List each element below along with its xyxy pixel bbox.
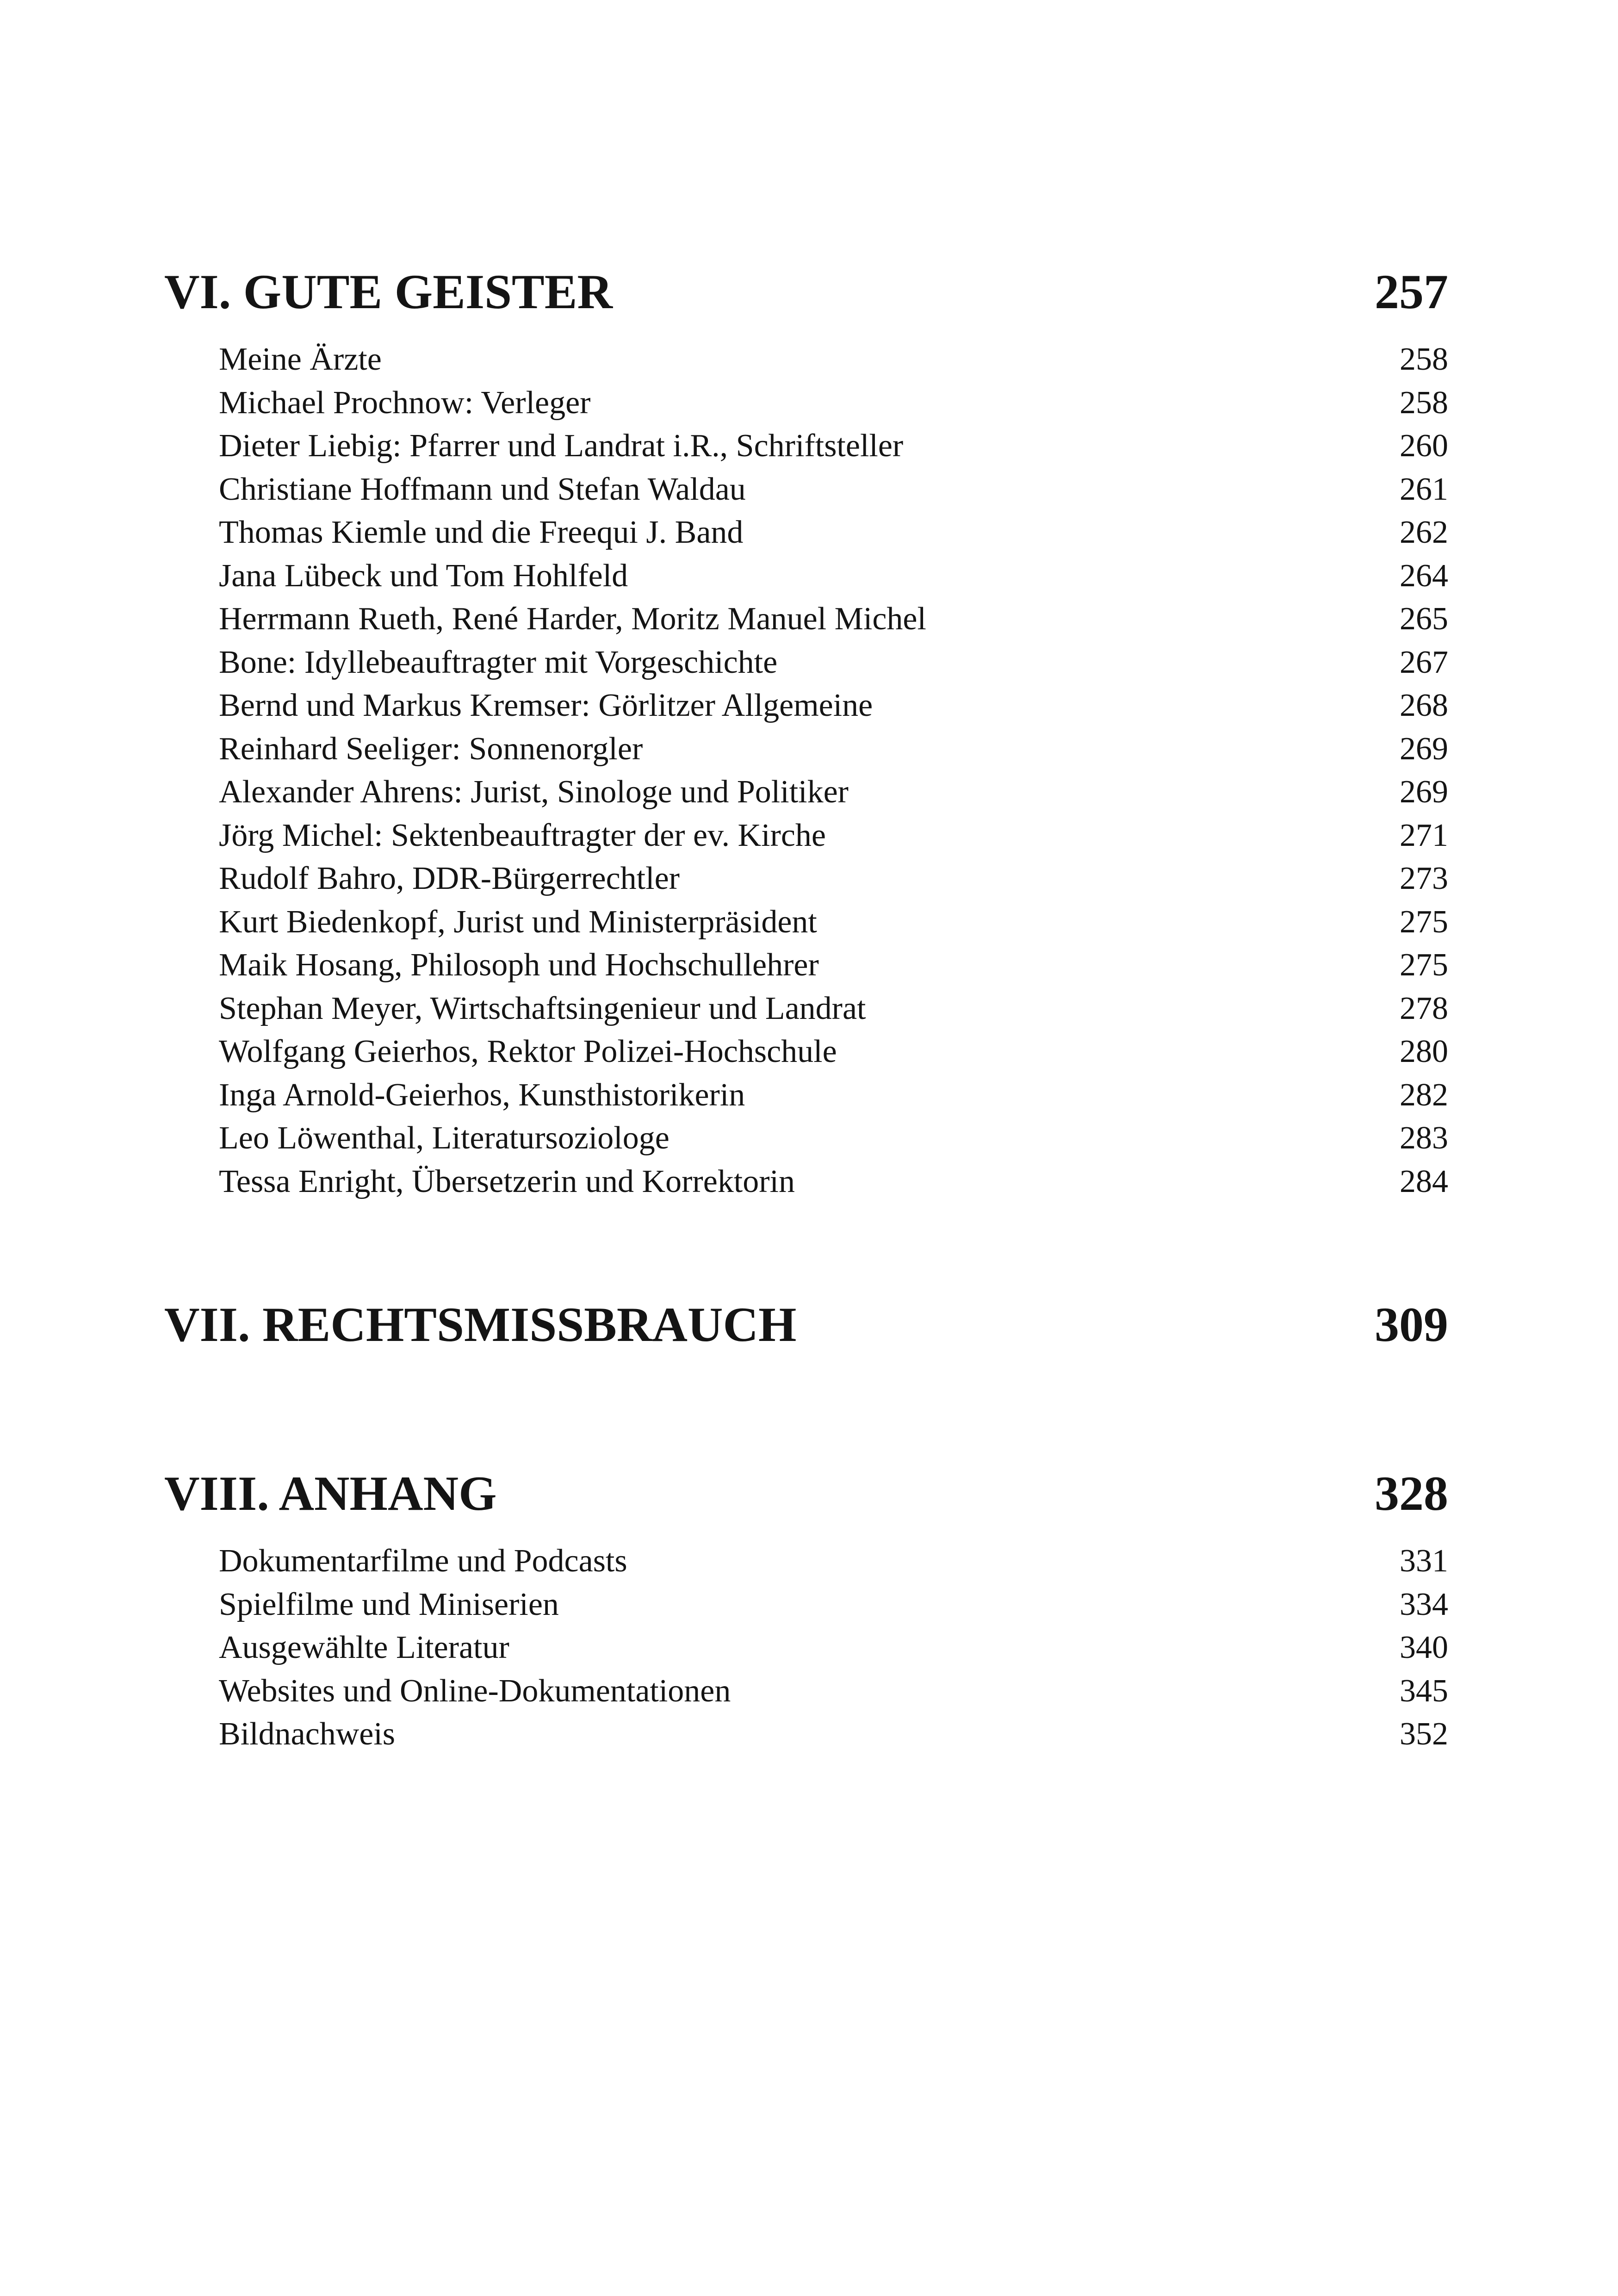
entry-title: Dokumentarfilme und Podcasts (219, 1543, 627, 1579)
entry-page-number: 278 (1400, 990, 1448, 1026)
entry-title: Bildnachweis (219, 1716, 396, 1752)
section-title: VIII. ANHANG (164, 1466, 497, 1520)
entry-title: Bernd und Markus Kremser: Görlitzer Allgemeine (219, 688, 873, 723)
toc-entry (219, 338, 1448, 381)
entry-page-number: 352 (1400, 1716, 1448, 1752)
toc-entry (219, 943, 1448, 987)
entry-list (164, 338, 1448, 1203)
toc-entry (219, 554, 1448, 598)
entry-title: Ausgewählte Literatur (219, 1630, 509, 1665)
toc-section (164, 1459, 1448, 1756)
entry-title: Dieter Liebig: Pfarrer und Landrat i.R., Schriftsteller (219, 428, 904, 464)
section-page-number: 257 (1375, 265, 1448, 319)
toc-entry (219, 1669, 1448, 1713)
toc-entry (219, 900, 1448, 944)
section-page-number: 328 (1375, 1466, 1448, 1520)
entry-page-number: 269 (1400, 774, 1448, 810)
toc-entry (219, 1160, 1448, 1204)
toc-entry (219, 424, 1448, 468)
toc-entry (219, 511, 1448, 554)
toc-entry (219, 727, 1448, 771)
entry-title: Kurt Biedenkopf, Jurist und Ministerpräsident (219, 904, 817, 940)
section-heading (164, 1459, 1448, 1528)
toc-entry (219, 381, 1448, 425)
entry-title: Inga Arnold-Geierhos, Kunsthistorikerin (219, 1077, 745, 1113)
entry-page-number: 283 (1400, 1120, 1448, 1156)
toc-section (164, 1290, 1448, 1359)
toc-entry (219, 1030, 1448, 1074)
entry-page-number: 275 (1400, 947, 1448, 983)
entry-page-number: 271 (1400, 817, 1448, 853)
entry-page-number: 265 (1400, 601, 1448, 637)
section-title: VII. RECHTSMISSBRAUCH (164, 1297, 797, 1352)
entry-title: Wolfgang Geierhos, Rektor Polizei-Hochschule (219, 1034, 837, 1069)
entry-title: Thomas Kiemle und die Freequi J. Band (219, 515, 744, 550)
toc-entry (219, 468, 1448, 511)
entry-page-number: 260 (1400, 428, 1448, 464)
section-page-number: 309 (1375, 1297, 1448, 1352)
entry-page-number: 280 (1400, 1034, 1448, 1069)
entry-title: Meine Ärzte (219, 341, 382, 377)
entry-page-number: 258 (1400, 385, 1448, 421)
entry-page-number: 340 (1400, 1630, 1448, 1665)
toc-entry (219, 1583, 1448, 1626)
entry-title: Stephan Meyer, Wirtschaftsingenieur und Landrat (219, 990, 866, 1026)
toc-entry (219, 597, 1448, 641)
entry-page-number: 258 (1400, 341, 1448, 377)
entry-title: Michael Prochnow: Verleger (219, 385, 591, 421)
entry-page-number: 331 (1400, 1543, 1448, 1579)
entry-page-number: 269 (1400, 731, 1448, 767)
entry-title: Jörg Michel: Sektenbeauftragter der ev. Kirche (219, 817, 826, 853)
entry-page-number: 275 (1400, 904, 1448, 940)
section-heading (164, 1290, 1448, 1359)
entry-page-number: 282 (1400, 1077, 1448, 1113)
toc-section (164, 257, 1448, 1203)
toc-entry (219, 1117, 1448, 1160)
entry-title: Herrmann Rueth, René Harder, Moritz Manuel Michel (219, 601, 926, 637)
toc-entry (219, 987, 1448, 1030)
entry-page-number: 345 (1400, 1673, 1448, 1709)
entry-page-number: 273 (1400, 861, 1448, 896)
entry-list (164, 1539, 1448, 1756)
entry-title: Alexander Ahrens: Jurist, Sinologe und Politiker (219, 774, 849, 810)
entry-page-number: 267 (1400, 644, 1448, 680)
toc-entry (219, 770, 1448, 814)
entry-page-number: 334 (1400, 1586, 1448, 1622)
section-heading (164, 257, 1448, 327)
toc-entry (219, 1074, 1448, 1117)
entry-page-number: 264 (1400, 558, 1448, 594)
toc-entry (219, 641, 1448, 684)
entry-title: Maik Hosang, Philosoph und Hochschullehrer (219, 947, 819, 983)
entry-title: Tessa Enright, Übersetzerin und Korrektorin (219, 1163, 795, 1199)
entry-title: Jana Lübeck und Tom Hohlfeld (219, 558, 628, 594)
section-title: VI. GUTE GEISTER (164, 265, 613, 319)
entry-title: Christiane Hoffmann und Stefan Waldau (219, 471, 746, 507)
toc-entry (219, 1539, 1448, 1583)
entry-page-number: 268 (1400, 688, 1448, 723)
toc-entry (219, 814, 1448, 857)
entry-title: Websites und Online-Dokumentationen (219, 1673, 731, 1709)
entry-title: Spielfilme und Miniserien (219, 1586, 559, 1622)
toc-entry (219, 1713, 1448, 1756)
entry-page-number: 284 (1400, 1163, 1448, 1199)
entry-title: Reinhard Seeliger: Sonnenorgler (219, 731, 643, 767)
entry-title: Rudolf Bahro, DDR-Bürgerrechtler (219, 861, 680, 896)
entry-title: Bone: Idyllebeauftragter mit Vorgeschichte (219, 644, 778, 680)
entry-page-number: 261 (1400, 471, 1448, 507)
toc-entry (219, 857, 1448, 900)
entry-title: Leo Löwenthal, Literatursoziologe (219, 1120, 670, 1156)
toc-entry (219, 684, 1448, 727)
entry-page-number: 262 (1400, 515, 1448, 550)
toc-entry (219, 1626, 1448, 1669)
